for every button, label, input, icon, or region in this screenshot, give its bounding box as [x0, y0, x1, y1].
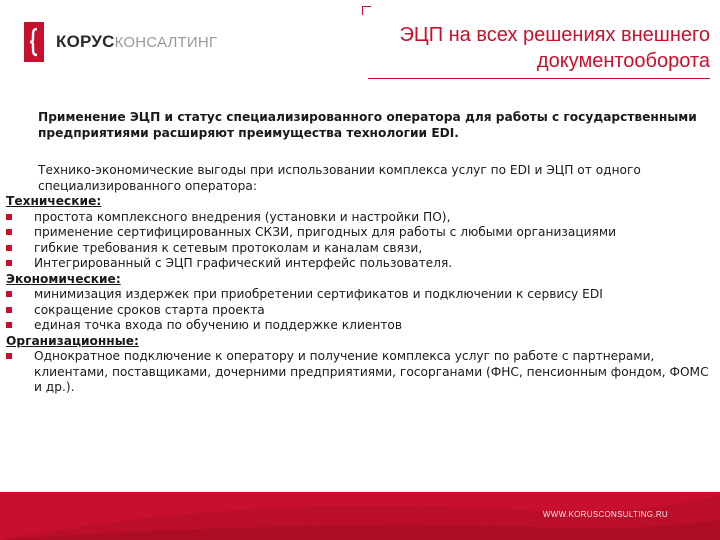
lead-paragraph: Технико-экономические выгоды при использовании комплекса услуг по EDI и ЭЦП от одного специализированного оператора:	[38, 163, 641, 193]
brace-logo-icon	[24, 22, 44, 62]
square-bullet-icon	[6, 307, 12, 313]
section-heading-organizational: Организационные:	[6, 333, 139, 348]
list-item-text: применение сертифицированных СКЗИ, пригодных для работы с любыми организациями	[34, 225, 616, 239]
list-item-text: единая точка входа по обучению и поддержке клиентов	[34, 318, 403, 332]
title-corner-mark	[362, 6, 371, 15]
list-item-text: сокращение сроков старта проекта	[34, 302, 265, 317]
section-heading-technical: Технические:	[6, 194, 102, 208]
list-item	[6, 225, 712, 241]
title-underline	[368, 78, 710, 79]
square-bullet-icon	[6, 214, 12, 220]
square-bullet-icon	[6, 322, 12, 328]
slide-content	[6, 110, 712, 396]
list-item-text: гибкие требования к сетевым протоколам и каналам связи,	[34, 240, 423, 255]
list-item-text: Однократное подключение к оператору и получение комплекса услуг по работе с партнерами, клиентами, поставщиками, дочерними предприятиями, госорганами (ФНС, пенсионным фондом, ФОМС и др.).	[34, 349, 709, 394]
list-item	[6, 303, 712, 319]
list-item	[6, 349, 712, 396]
slide-title: ЭЦП на всех решениях внешнего документооборота	[399, 24, 710, 72]
square-bullet-icon	[6, 291, 12, 297]
list-item-text: простота комплексного внедрения (установки и настройки ПО),	[34, 209, 451, 224]
technical-list	[6, 210, 712, 272]
list-item	[6, 256, 712, 272]
list-item	[6, 318, 712, 334]
list-item	[6, 210, 712, 226]
list-item	[6, 241, 712, 257]
list-item-text: Интегрированный с ЭЦП графический интерфейс пользователя.	[34, 256, 453, 270]
intro-paragraph: Применение ЭЦП и статус специализированного оператора для работы с государственными предприятиями расширяют преимущества технологии EDI.	[38, 110, 697, 140]
list-item	[6, 287, 712, 303]
economic-list	[6, 287, 712, 334]
logo-wordmark: КОРУС	[56, 32, 115, 51]
footer-band	[0, 492, 720, 540]
footer-website-link[interactable]: WWW.KORUSCONSULTING.RU	[542, 510, 668, 519]
square-bullet-icon	[6, 229, 12, 235]
organizational-list	[6, 349, 712, 396]
square-bullet-icon	[6, 260, 12, 266]
logo-suffix: КОНСАЛТИНГ	[114, 34, 218, 51]
company-logo	[24, 20, 217, 64]
list-item-text: минимизация издержек при приобретении сертификатов и подключении к сервису EDI	[34, 287, 603, 301]
square-bullet-icon	[6, 245, 12, 251]
section-heading-economic: Экономические:	[6, 271, 121, 286]
square-bullet-icon	[6, 353, 12, 359]
